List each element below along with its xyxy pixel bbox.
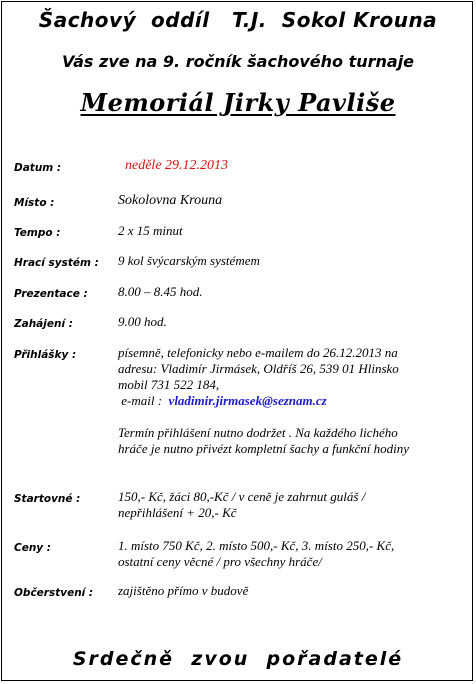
ceny-label: Ceny : bbox=[14, 542, 52, 554]
email-link[interactable]: vladimir.jirmasek@seznam.cz bbox=[168, 393, 327, 408]
misto-label: Místo : bbox=[14, 197, 55, 209]
tournament-title: Memoriál Jirky Pavliše bbox=[80, 88, 396, 117]
footer-greeting: Srdečně zvou pořadatelé bbox=[72, 648, 404, 670]
prihlasky-line-1: písemně, telefonicky nebo e-mailem do 26.12.2013 na bbox=[118, 345, 398, 360]
zahajeni-label: Zahájení : bbox=[14, 318, 73, 330]
email-line bbox=[118, 393, 327, 409]
prezentace-value: 8.00 – 8.45 hod. bbox=[118, 284, 203, 299]
system-label: Hrací systém : bbox=[14, 257, 99, 269]
startovne-line-1: 150,- Kč, žáci 80,-Kč / v ceně je zahrnut guláš / bbox=[118, 489, 366, 504]
prihlasky-note-1: Termín přihlášení nutno dodržet . Na každého lichého bbox=[118, 425, 398, 440]
datum-value: neděle 29.12.2013 bbox=[125, 158, 229, 173]
system-value: 9 kol švýcarským systémem bbox=[118, 253, 260, 268]
prihlasky-label: Přihlášky : bbox=[14, 349, 77, 361]
datum-label: Datum : bbox=[14, 162, 62, 174]
tempo-value: 2 x 15 minut bbox=[118, 223, 183, 238]
prihlasky-line-3: mobil 731 522 184, bbox=[118, 377, 220, 392]
prihlasky-note-2: hráče je nutno přivézt kompletní šachy a funkční hodiny bbox=[118, 441, 409, 456]
obcerstveni-label: Občerstvení : bbox=[14, 587, 94, 599]
email-prefix: e-mail : bbox=[118, 393, 169, 408]
startovne-label: Startovné : bbox=[14, 493, 81, 505]
zahajeni-value: 9.00 hod. bbox=[118, 314, 167, 329]
ceny-line-2: ostatní ceny věcné / pro všechny hráče/ bbox=[118, 554, 322, 569]
startovne-line-2: nepřihlášení + 20,- Kč bbox=[118, 505, 237, 520]
prihlasky-line-2: adresu: Vladimír Jirmásek, Oldříš 26, 539 01 Hlinsko bbox=[118, 361, 399, 376]
invite-line: Vás zve na 9. ročník šachového turnaje bbox=[61, 52, 415, 71]
tempo-label: Tempo : bbox=[14, 227, 61, 239]
club-heading: Šachový oddíl T.J. Sokol Krouna bbox=[38, 8, 438, 32]
ceny-line-1: 1. místo 750 Kč, 2. místo 500,- Kč, 3. místo 250,- Kč, bbox=[118, 538, 395, 553]
obcerstveni-value: zajištěno přímo v budově bbox=[118, 583, 249, 598]
misto-value: Sokolovna Krouna bbox=[118, 193, 223, 208]
prezentace-label: Prezentace : bbox=[14, 288, 88, 300]
